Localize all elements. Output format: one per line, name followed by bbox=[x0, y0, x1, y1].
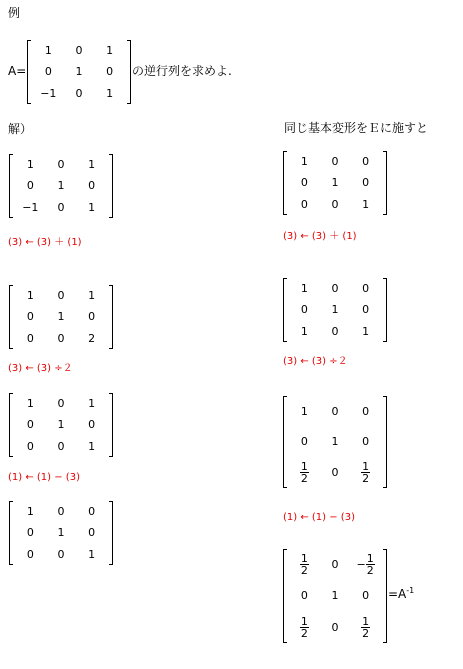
matrix-cell: 0 bbox=[331, 466, 339, 480]
matrix-cells bbox=[9, 393, 113, 457]
matrix-cell: 0 bbox=[57, 289, 65, 303]
step-right-1: (3) ← (3) ＋ (1) bbox=[283, 231, 357, 242]
fraction bbox=[366, 553, 375, 576]
matrix-cell: 1 bbox=[75, 65, 83, 79]
minus-sign: − bbox=[356, 558, 366, 572]
matrix-cell: 1 bbox=[88, 289, 96, 303]
matrix-cell: 0 bbox=[331, 620, 339, 634]
matrix-cell: 1 bbox=[88, 397, 96, 411]
matrix-cell: 0 bbox=[88, 179, 96, 193]
heading: 例 bbox=[8, 6, 21, 20]
matrix-cells bbox=[283, 396, 387, 488]
matrix-left-1 bbox=[9, 154, 113, 218]
matrix-cell: 0 bbox=[362, 404, 370, 418]
step-left-3: (1) ← (1) − (3) bbox=[8, 472, 80, 483]
fraction-denominator: 2 bbox=[300, 472, 308, 486]
inverse-label-base: =A bbox=[388, 587, 407, 601]
step-left-1: (3) ← (3) ＋ (1) bbox=[8, 237, 82, 248]
matrix-right-3 bbox=[283, 396, 387, 488]
fraction-numerator: 1 bbox=[300, 460, 308, 474]
matrix-cell: 0 bbox=[300, 435, 308, 449]
matrix-cells bbox=[283, 151, 387, 215]
matrix-cell: 1 bbox=[57, 310, 65, 324]
matrix-cell: 0 bbox=[331, 558, 339, 572]
matrix-cells bbox=[283, 549, 387, 643]
matrix-cell bbox=[289, 549, 320, 580]
matrix-cell: 0 bbox=[88, 526, 96, 540]
matrix-cell: 1 bbox=[88, 158, 96, 172]
matrix-cell: 0 bbox=[57, 439, 65, 453]
inverse-label bbox=[388, 584, 414, 601]
matrix-cell: 1 bbox=[26, 397, 34, 411]
matrix-cell: 1 bbox=[362, 197, 370, 211]
matrix-cell: 0 bbox=[75, 86, 83, 100]
matrix-cell: 1 bbox=[57, 526, 65, 540]
fraction bbox=[361, 461, 370, 484]
matrix-cell: 0 bbox=[362, 435, 370, 449]
matrix-cell: 0 bbox=[331, 324, 339, 338]
matrix-cell: 1 bbox=[106, 86, 114, 100]
matrix-cell: 0 bbox=[331, 155, 339, 169]
matrix-cell bbox=[289, 457, 320, 488]
matrix-cell bbox=[350, 457, 381, 488]
matrix-cell: 2 bbox=[88, 331, 96, 345]
matrix-cell: 0 bbox=[26, 179, 34, 193]
fraction-numerator: 1 bbox=[362, 460, 370, 474]
fraction-numerator: 1 bbox=[300, 552, 308, 566]
fraction-denominator: 2 bbox=[366, 564, 374, 578]
matrix-cell: 0 bbox=[362, 303, 370, 317]
matrix-cell: 0 bbox=[88, 310, 96, 324]
matrix-cell: 0 bbox=[331, 404, 339, 418]
matrix-left-2 bbox=[9, 285, 113, 349]
matrix-cell: 0 bbox=[57, 547, 65, 561]
fraction-numerator: 1 bbox=[362, 614, 370, 628]
matrix-cell: 0 bbox=[88, 505, 96, 519]
step-right-3: (1) ← (1) − (3) bbox=[283, 512, 355, 523]
matrix-cells bbox=[9, 285, 113, 349]
matrix-cell: 1 bbox=[26, 289, 34, 303]
matrix-cell: 1 bbox=[88, 439, 96, 453]
matrix-cell: 1 bbox=[57, 418, 65, 432]
fraction-numerator: 1 bbox=[366, 552, 374, 566]
matrix-cell: 1 bbox=[26, 158, 34, 172]
matrix-cell: 1 bbox=[88, 547, 96, 561]
matrix-cell: 0 bbox=[26, 526, 34, 540]
matrix-cell: 0 bbox=[26, 331, 34, 345]
matrix-cell: 1 bbox=[331, 176, 339, 190]
matrix-cell: 0 bbox=[362, 589, 370, 603]
solution-label: 解） bbox=[8, 122, 33, 136]
matrix-cell: −1 bbox=[40, 86, 57, 100]
matrix-cell: 0 bbox=[331, 197, 339, 211]
matrix-cell: 0 bbox=[26, 439, 34, 453]
matrix-cell: 0 bbox=[88, 418, 96, 432]
matrix-cell: −1 bbox=[22, 200, 39, 214]
matrix-cell bbox=[350, 612, 381, 643]
matrix-cell: 0 bbox=[26, 418, 34, 432]
matrix-right-4 bbox=[283, 549, 387, 643]
matrix-cell bbox=[289, 612, 320, 643]
matrix-cell: 0 bbox=[362, 155, 370, 169]
matrix-cell: 0 bbox=[26, 547, 34, 561]
matrix-cell: 1 bbox=[300, 404, 308, 418]
matrix-cell: 1 bbox=[331, 303, 339, 317]
matrix-cell: 0 bbox=[106, 65, 114, 79]
matrix-cell: 0 bbox=[26, 310, 34, 324]
matrix-cell: 1 bbox=[300, 155, 308, 169]
matrix-cell: 1 bbox=[44, 44, 52, 58]
fraction bbox=[300, 553, 309, 576]
matrix-cell: 1 bbox=[88, 200, 96, 214]
matrix-a-lhs: A= bbox=[8, 64, 27, 78]
fraction-numerator: 1 bbox=[300, 614, 308, 628]
matrix-cell: 1 bbox=[362, 324, 370, 338]
right-heading: 同じ基本変形をＥに施すと bbox=[284, 121, 429, 135]
matrix-cell: 0 bbox=[300, 176, 308, 190]
matrix-cell: 0 bbox=[57, 158, 65, 172]
matrix-cell: 1 bbox=[106, 44, 114, 58]
matrix-cell: 0 bbox=[75, 44, 83, 58]
matrix-cell: 1 bbox=[300, 282, 308, 296]
step-right-2: (3) ← (3) ÷２ bbox=[283, 356, 348, 367]
fraction-denominator: 2 bbox=[300, 626, 308, 640]
matrix-cell: 0 bbox=[331, 282, 339, 296]
problem-text: の逆行列を求めよ. bbox=[132, 64, 232, 78]
matrix-cell: 1 bbox=[300, 324, 308, 338]
matrix-cell: 1 bbox=[331, 435, 339, 449]
fraction bbox=[300, 461, 309, 484]
inverse-label-exponent: -1 bbox=[406, 586, 415, 595]
matrix-cell: 0 bbox=[362, 176, 370, 190]
matrix-cell: 0 bbox=[57, 331, 65, 345]
fraction-denominator: 2 bbox=[362, 626, 370, 640]
matrix-cell: 1 bbox=[57, 179, 65, 193]
matrix-cell: 0 bbox=[57, 505, 65, 519]
matrix-cell: 0 bbox=[57, 200, 65, 214]
matrix-a bbox=[27, 40, 131, 104]
matrix-cell: 0 bbox=[44, 65, 52, 79]
matrix-cell: 1 bbox=[331, 589, 339, 603]
matrix-cells bbox=[9, 154, 113, 218]
step-left-2: (3) ← (3) ÷２ bbox=[8, 363, 73, 374]
matrix-cells bbox=[9, 501, 113, 565]
matrix-left-4 bbox=[9, 501, 113, 565]
matrix-cell: 1 bbox=[26, 505, 34, 519]
matrix-cell: 0 bbox=[300, 589, 308, 603]
fraction bbox=[361, 616, 370, 639]
fraction-denominator: 2 bbox=[362, 472, 370, 486]
matrix-cells bbox=[27, 40, 131, 104]
matrix-cells bbox=[283, 278, 387, 342]
matrix-cell bbox=[350, 549, 381, 580]
matrix-cell: 0 bbox=[300, 303, 308, 317]
fraction-denominator: 2 bbox=[300, 564, 308, 578]
matrix-right-2 bbox=[283, 278, 387, 342]
matrix-cell: 0 bbox=[300, 197, 308, 211]
fraction bbox=[300, 616, 309, 639]
matrix-cell: 0 bbox=[57, 397, 65, 411]
matrix-left-3 bbox=[9, 393, 113, 457]
matrix-right-1 bbox=[283, 151, 387, 215]
matrix-cell: 0 bbox=[362, 282, 370, 296]
